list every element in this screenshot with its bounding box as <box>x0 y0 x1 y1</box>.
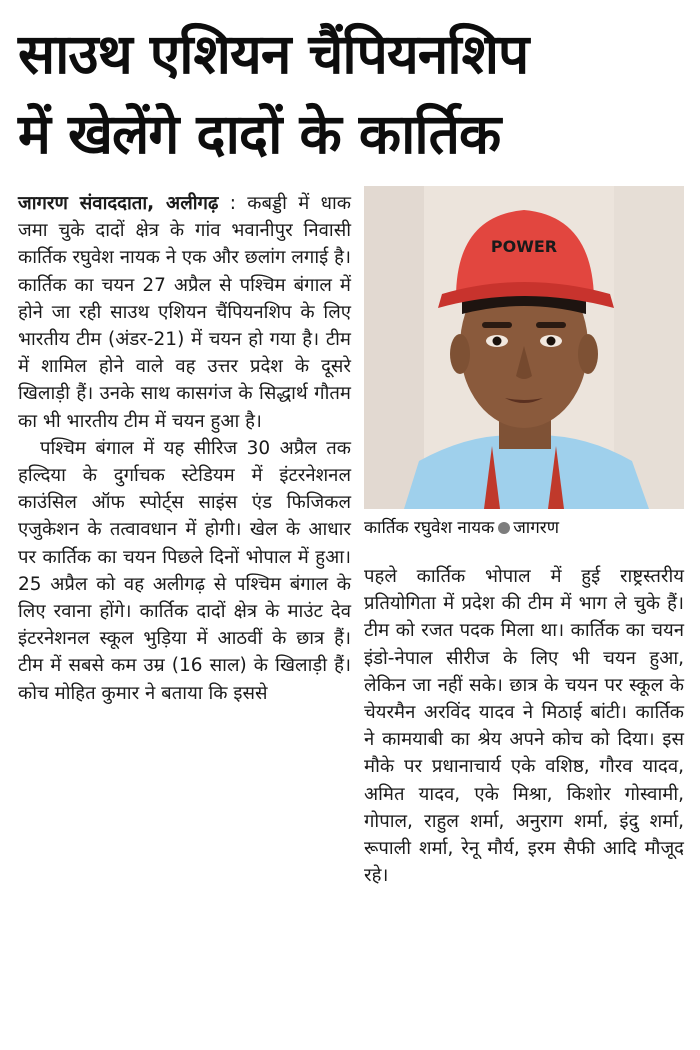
lead-text: : कबड्डी में धाक जमा चुके दादों क्षेत्र के गांव भवानीपुर निवासी कार्तिक रघुवेश नायक ने एक और छलांग लगाई है। कार्तिक का चयन 27 अप्रैल से पश्चिम बंगाल में होने जा रही साउथ एशियन चैंपियनशिप के लिए भारतीय टीम (अंडर-21) में चयन हो गया है। टीम में शामिल होने वाले वह उत्तर प्रदेश के दूसरे खिलाड़ी हैं। उनके साथ कासगंज के सिद्धार्थ गौतम का भी भारतीय टीम में चयन हुआ है। <box>18 193 351 432</box>
caption-name: कार्तिक रघुवेश नायक <box>364 518 495 538</box>
caption-dot-icon <box>498 522 510 534</box>
headline-line-1: साउथ एशियन चैंपियनशिप <box>18 22 529 86</box>
headline <box>18 14 682 174</box>
photo-caption <box>364 516 684 540</box>
caption-credit: जागरण <box>513 518 560 538</box>
article-column-right <box>364 563 684 889</box>
paragraph-2-text: पश्चिम बंगाल में यह सीरिज 30 अप्रैल तक हल्दिया के दुर्गाचक स्टेडियम में इंटरनेशनल काउंसिल ऑफ स्पोर्ट्स साइंस एंड फिजिकल एजुकेशन के तत्वावधान में होगी। खेल के आधार पर कार्तिक का चयन पिछले दिनों भोपाल में हुआ। 25 अप्रैल को वह अलीगढ़ से पश्चिम बंगाल के लिए रवाना होंगे। कार्तिक दादों क्षेत्र के माउंट देव इंटरनेशनल स्कूल भुड़िया में आठवीं के छात्र हैं। टीम में सबसे कम उम्र (16 साल) के खिलाड़ी हैं। कोच मोहित कुमार ने बताया कि इससे <box>18 437 351 704</box>
article-column-left <box>18 190 351 707</box>
paragraph-2 <box>18 435 351 707</box>
article-photo <box>364 186 684 509</box>
paragraph-3-text: पहले कार्तिक भोपाल में हुई राष्ट्रस्तरीय प्रतियोगिता में प्रदेश की टीम में भाग ले चुके हैं। टीम को रजत पदक मिला था। कार्तिक का चयन इंडो-नेपाल सीरीज के लिए भी चयन हुआ, लेकिन जा नहीं सके। छात्र के चयन पर स्कूल के चेयरमैन अरविंद यादव ने मिठाई बांटी। कार्तिक ने कामयाबी का श्रेय अपने कोच को दिया। इस मौके पर प्रधानाचार्य एके वशिष्ठ, गौरव यादव, अमित यादव, एके मिश्रा, किशोर गोस्वामी, गोपाल, राहुल शर्मा, अनुराग शर्मा, इंदु शर्मा, रूपाली शर्मा, रेनू मौर्य, इरम सैफी आदि मौजूद रहे। <box>364 566 684 887</box>
byline: जागरण संवाददाता, अलीगढ़ <box>18 193 219 214</box>
paragraph-3 <box>364 563 684 889</box>
lead-paragraph <box>18 190 351 435</box>
portrait-illustration <box>364 186 684 509</box>
cap-logo-text: POWER <box>490 237 558 256</box>
headline-line-2: में खेलेंगे दादों के कार्तिक <box>18 102 501 166</box>
